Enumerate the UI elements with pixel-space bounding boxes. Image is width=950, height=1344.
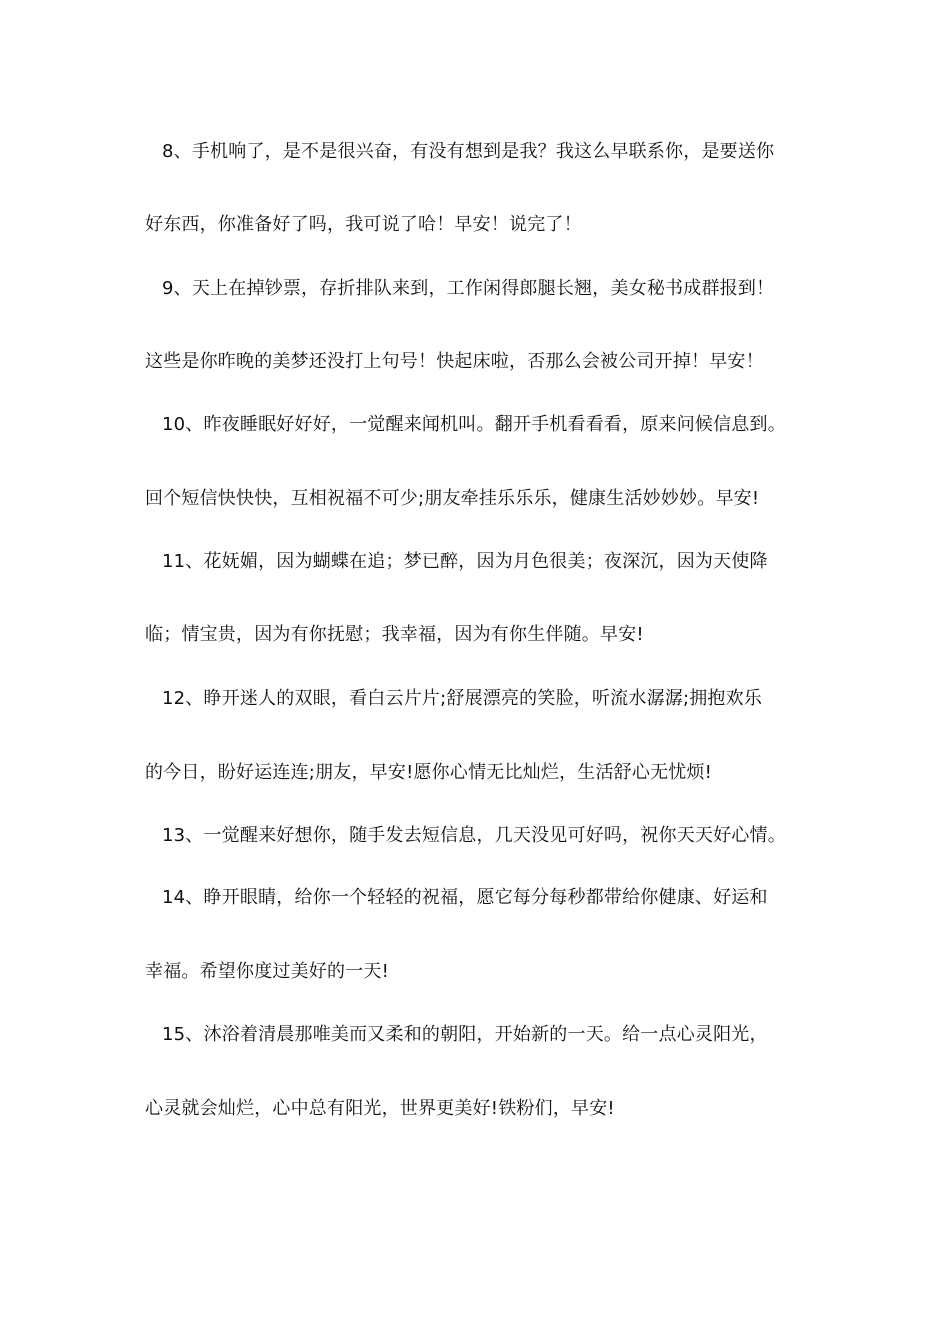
item-9-line-2: 这些是你昨晚的美梦还没打上句号！快起床啦，否那么会被公司开掉！早安！ — [145, 351, 764, 372]
item-10-line-1: 10、昨夜睡眠好好好，一觉醒来闻机叫。翻开手机看看看，原来问候信息到。 — [162, 414, 786, 435]
item-11-line-1: 11、花妩媚，因为蝴蝶在追；梦已醉，因为月色很美；夜深沉，因为天使降 — [162, 551, 768, 572]
item-13-line-1: 13、一觉醒来好想你，随手发去短信息，几天没见可好吗，祝你天天好心情。 — [162, 825, 786, 846]
item-15-line-1: 15、沐浴着清晨那唯美而又柔和的朝阳，开始新的一天。给一点心灵阳光， — [162, 1024, 768, 1045]
item-12-line-1: 12、睁开迷人的双眼，看白云片片;舒展漂亮的笑脸，听流水潺潺;拥抱欢乐 — [162, 688, 763, 709]
item-8-line-2: 好东西，你准备好了吗，我可说了哈！早安！说完了！ — [145, 214, 582, 235]
item-14-line-2: 幸福。希望你度过美好的一天! — [145, 961, 390, 982]
item-14-line-1: 14、睁开眼睛，给你一个轻轻的祝福，愿它每分每秒都带给你健康、好运和 — [162, 887, 768, 908]
item-9-line-1: 9、天上在掉钞票，存折排队来到，工作闲得郎腿长翘，美女秘书成群报到！ — [162, 278, 775, 299]
item-8-line-1: 8、手机响了，是不是很兴奋，有没有想到是我？我这么早联系你，是要送你 — [162, 141, 775, 162]
item-12-line-2: 的今日，盼好运连连;朋友，早安!愿你心情无比灿烂，生活舒心无忧烦! — [145, 762, 713, 783]
item-11-line-2: 临；情宝贵，因为有你抚慰；我幸福，因为有你生伴随。早安! — [145, 624, 644, 645]
item-10-line-2: 回个短信快快快，互相祝福不可少;朋友牵挂乐乐乐，健康生活妙妙妙。早安! — [145, 488, 760, 509]
item-15-line-2: 心灵就会灿烂，心中总有阳光，世界更美好!铁粉们，早安! — [145, 1098, 615, 1119]
